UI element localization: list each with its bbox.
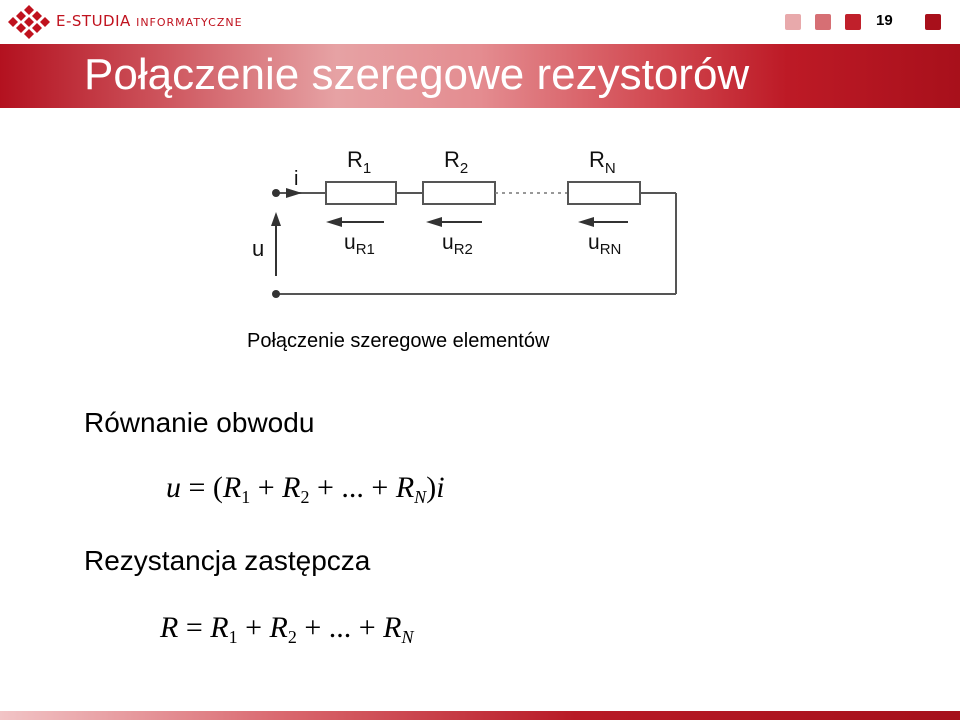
equivalent-resistance-heading: Rezystancja zastępcza (84, 545, 371, 576)
current-label: i (294, 168, 299, 190)
r1-label-sub: 1 (362, 160, 372, 177)
voltage-label: u (252, 236, 265, 261)
eq1-rn: R (395, 471, 415, 504)
ur1-label-main: u (344, 231, 356, 254)
terminal-top (272, 189, 280, 197)
resistor-r2 (423, 182, 495, 204)
eq2-rn: R (383, 611, 402, 644)
rn-label-sub: N (604, 160, 616, 177)
ur1-label (344, 231, 375, 258)
urn-label-sub: RN (599, 241, 622, 258)
rn-label (589, 147, 616, 177)
figure-caption: Połączenie szeregowe elementów (247, 330, 550, 352)
r2-label-sub: 2 (459, 160, 469, 177)
header-square-1 (785, 14, 801, 30)
eq2-equals: = (178, 611, 211, 644)
eq1-sub2: 2 (300, 487, 310, 507)
eq1-i: i (436, 471, 445, 504)
eq2-subn: N (401, 627, 414, 647)
circuit-equation-heading: Równanie obwodu (84, 407, 315, 438)
eq2-sub2: 2 (287, 627, 297, 647)
header-square-2 (815, 14, 831, 30)
ur1-label-sub: R1 (355, 241, 375, 258)
eq2-plus1: + (237, 611, 270, 644)
rn-label-main: R (589, 147, 605, 172)
urn-label-main: u (588, 231, 600, 254)
page-number: 19 (876, 12, 893, 29)
eq1-r2: R (282, 471, 301, 504)
ur2-arrow-head (426, 217, 442, 227)
eq2-sub1: 1 (228, 627, 238, 647)
logo-sub-text: INFORMATYCZNE (136, 16, 243, 29)
terminal-bottom (272, 290, 280, 298)
ur2-label-sub: R2 (453, 241, 473, 258)
logo (8, 3, 243, 39)
r2-label-main: R (444, 147, 460, 172)
r1-label-main: R (347, 147, 363, 172)
resistor-r1 (326, 182, 396, 204)
eq1-sub1: 1 (241, 487, 251, 507)
eq1-close: ) (426, 471, 437, 504)
logo-main-text: E-STUDIA (56, 12, 131, 30)
eq1-equals-open: = ( (181, 471, 223, 504)
voltage-arrow-head (271, 212, 281, 226)
ur2-label-main: u (442, 231, 454, 254)
bottom-bar (0, 711, 960, 720)
urn-label (588, 231, 621, 258)
logo-text (56, 12, 243, 30)
eq1-plus-dots: + ... + (309, 471, 396, 504)
ur1-arrow-head (326, 217, 342, 227)
eq1-subn: N (414, 487, 427, 507)
eq2-r1: R (210, 611, 229, 644)
slide-title: Połączenie szeregowe rezystorów (84, 50, 750, 99)
logo-icon (8, 3, 50, 39)
resistor-rn (568, 182, 640, 204)
eq1-plus1: + (250, 471, 283, 504)
r2-label (444, 147, 468, 177)
eq2-r2: R (269, 611, 288, 644)
header-square-4 (925, 14, 941, 30)
ur2-label (442, 231, 473, 258)
eq2-lhs: R (160, 611, 179, 644)
eq1-r1: R (222, 471, 242, 504)
r1-label (347, 147, 371, 177)
equivalent-resistance-equation (160, 610, 414, 646)
urn-arrow-head (578, 217, 594, 227)
series-circuit-diagram (248, 138, 688, 308)
eq1-lhs: u (166, 471, 181, 504)
header-square-3 (845, 14, 861, 30)
circuit-equation (166, 470, 445, 506)
eq2-plus-dots: + ... + (296, 611, 384, 644)
